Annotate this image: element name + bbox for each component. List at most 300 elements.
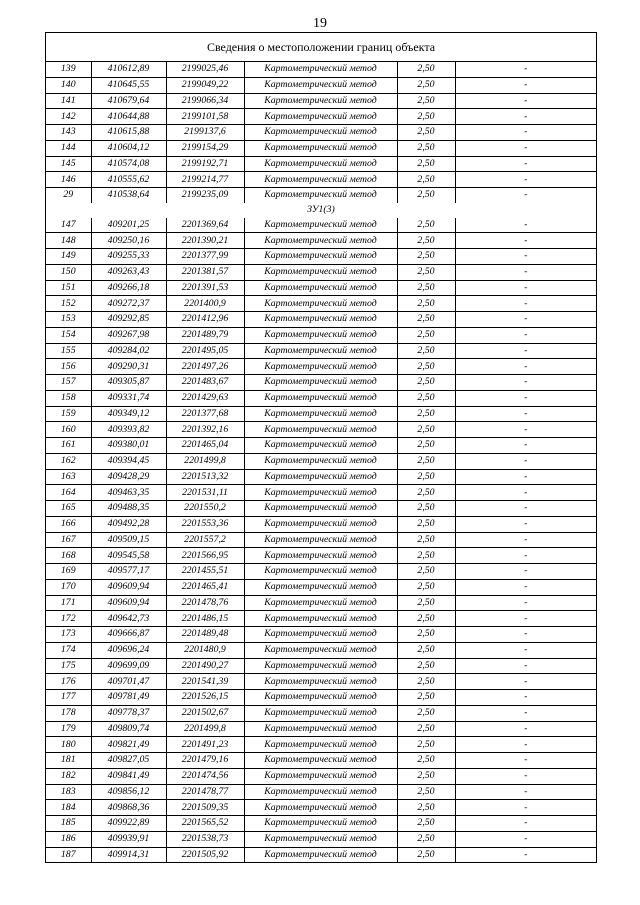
- method-cell: Картометрический метод: [244, 264, 397, 280]
- method-cell: Картометрический метод: [244, 140, 397, 156]
- accuracy-cell: 2,50: [397, 627, 455, 643]
- accuracy-cell: 2,50: [397, 816, 455, 832]
- y-coordinate-cell: 2201400,9: [166, 296, 244, 312]
- method-cell: Картометрический метод: [244, 548, 397, 564]
- x-coordinate-cell: 410604,12: [91, 140, 166, 156]
- method-cell: Картометрический метод: [244, 847, 397, 862]
- description-cell: -: [455, 595, 596, 611]
- table-row: [46, 847, 596, 862]
- point-number-cell: 143: [46, 125, 91, 141]
- table-row: [46, 343, 596, 359]
- table-row: [46, 690, 596, 706]
- accuracy-cell: 2,50: [397, 249, 455, 265]
- accuracy-cell: 2,50: [397, 847, 455, 862]
- method-cell: Картометрический метод: [244, 156, 397, 172]
- accuracy-cell: 2,50: [397, 768, 455, 784]
- x-coordinate-cell: 409266,18: [91, 280, 166, 296]
- description-cell: -: [455, 93, 596, 109]
- page-number: 19: [313, 16, 327, 31]
- x-coordinate-cell: 409841,49: [91, 768, 166, 784]
- method-cell: Картометрический метод: [244, 627, 397, 643]
- description-cell: -: [455, 375, 596, 391]
- point-number-cell: 161: [46, 438, 91, 454]
- accuracy-cell: 2,50: [397, 658, 455, 674]
- accuracy-cell: 2,50: [397, 93, 455, 109]
- accuracy-cell: 2,50: [397, 156, 455, 172]
- method-cell: Картометрический метод: [244, 705, 397, 721]
- method-cell: Картометрический метод: [244, 359, 397, 375]
- x-coordinate-cell: 410538,64: [91, 188, 166, 203]
- method-cell: Картометрический метод: [244, 737, 397, 753]
- point-number-cell: 174: [46, 642, 91, 658]
- section-row-group: [46, 203, 596, 218]
- point-number-cell: 167: [46, 532, 91, 548]
- accuracy-cell: 2,50: [397, 737, 455, 753]
- table-row: [46, 705, 596, 721]
- y-coordinate-cell: 2199235,09: [166, 188, 244, 203]
- x-coordinate-cell: 409331,74: [91, 390, 166, 406]
- x-coordinate-cell: 409393,82: [91, 422, 166, 438]
- method-cell: Картометрический метод: [244, 296, 397, 312]
- y-coordinate-cell: 2201390,21: [166, 233, 244, 249]
- point-number-cell: 163: [46, 469, 91, 485]
- x-coordinate-cell: 409255,33: [91, 249, 166, 265]
- x-coordinate-cell: 410574,08: [91, 156, 166, 172]
- method-cell: Картометрический метод: [244, 831, 397, 847]
- point-number-cell: 159: [46, 406, 91, 422]
- point-number-cell: 142: [46, 109, 91, 125]
- description-cell: -: [455, 674, 596, 690]
- table-row: [46, 218, 596, 233]
- table-row: [46, 93, 596, 109]
- description-cell: -: [455, 233, 596, 249]
- table-row: [46, 438, 596, 454]
- table-row: [46, 327, 596, 343]
- section-label: ЗУ1(3): [307, 204, 335, 216]
- x-coordinate-cell: 409463,35: [91, 485, 166, 501]
- accuracy-cell: 2,50: [397, 264, 455, 280]
- y-coordinate-cell: 2201489,79: [166, 327, 244, 343]
- table-row: [46, 109, 596, 125]
- accuracy-cell: 2,50: [397, 327, 455, 343]
- x-coordinate-cell: 409781,49: [91, 690, 166, 706]
- accuracy-cell: 2,50: [397, 595, 455, 611]
- x-coordinate-cell: 409809,74: [91, 721, 166, 737]
- table-row: [46, 564, 596, 580]
- description-cell: -: [455, 485, 596, 501]
- point-number-cell: 165: [46, 501, 91, 517]
- accuracy-cell: 2,50: [397, 406, 455, 422]
- y-coordinate-cell: 2201478,77: [166, 784, 244, 800]
- y-coordinate-cell: 2201474,56: [166, 768, 244, 784]
- y-coordinate-cell: 2201566,95: [166, 548, 244, 564]
- table-row: [46, 296, 596, 312]
- description-cell: -: [455, 784, 596, 800]
- x-coordinate-cell: 409868,36: [91, 800, 166, 816]
- y-coordinate-cell: 2201478,76: [166, 595, 244, 611]
- point-number-cell: 140: [46, 77, 91, 93]
- description-cell: -: [455, 690, 596, 706]
- point-number-cell: 154: [46, 327, 91, 343]
- point-number-cell: 180: [46, 737, 91, 753]
- accuracy-cell: 2,50: [397, 501, 455, 517]
- description-cell: -: [455, 312, 596, 328]
- table-row: [46, 532, 596, 548]
- accuracy-cell: 2,50: [397, 800, 455, 816]
- accuracy-cell: 2,50: [397, 218, 455, 233]
- description-cell: -: [455, 548, 596, 564]
- table-row: [46, 642, 596, 658]
- description-cell: -: [455, 422, 596, 438]
- table-row: [46, 674, 596, 690]
- table-row: [46, 172, 596, 188]
- accuracy-cell: 2,50: [397, 109, 455, 125]
- accuracy-cell: 2,50: [397, 548, 455, 564]
- point-number-cell: 139: [46, 62, 91, 77]
- x-coordinate-cell: 410612,89: [91, 62, 166, 77]
- boundary-coordinates-table: [45, 32, 597, 863]
- table-row: [46, 595, 596, 611]
- x-coordinate-cell: 409509,15: [91, 532, 166, 548]
- y-coordinate-cell: 2201509,35: [166, 800, 244, 816]
- description-cell: -: [455, 327, 596, 343]
- y-coordinate-cell: 2199192,71: [166, 156, 244, 172]
- x-coordinate-cell: 409250,16: [91, 233, 166, 249]
- description-cell: -: [455, 658, 596, 674]
- y-coordinate-cell: 2201531,11: [166, 485, 244, 501]
- point-number-cell: 160: [46, 422, 91, 438]
- point-number-cell: 184: [46, 800, 91, 816]
- y-coordinate-cell: 2201497,26: [166, 359, 244, 375]
- point-number-cell: 141: [46, 93, 91, 109]
- y-coordinate-cell: 2201465,41: [166, 579, 244, 595]
- x-coordinate-cell: 409394,45: [91, 453, 166, 469]
- x-coordinate-cell: 409292,85: [91, 312, 166, 328]
- y-coordinate-cell: 2201455,51: [166, 564, 244, 580]
- x-coordinate-cell: 409263,43: [91, 264, 166, 280]
- accuracy-cell: 2,50: [397, 579, 455, 595]
- y-coordinate-cell: 2199049,22: [166, 77, 244, 93]
- method-cell: Картометрический метод: [244, 438, 397, 454]
- description-cell: -: [455, 847, 596, 862]
- rows-group-2: [46, 218, 596, 863]
- x-coordinate-cell: 409827,05: [91, 753, 166, 769]
- method-cell: Картометрический метод: [244, 312, 397, 328]
- method-cell: Картометрический метод: [244, 453, 397, 469]
- y-coordinate-cell: 2201429,63: [166, 390, 244, 406]
- description-cell: -: [455, 438, 596, 454]
- method-cell: Картометрический метод: [244, 642, 397, 658]
- accuracy-cell: 2,50: [397, 125, 455, 141]
- method-cell: Картометрический метод: [244, 406, 397, 422]
- method-cell: Картометрический метод: [244, 172, 397, 188]
- x-coordinate-cell: 409922,89: [91, 816, 166, 832]
- description-cell: -: [455, 343, 596, 359]
- table-row: [46, 233, 596, 249]
- y-coordinate-cell: 2199101,58: [166, 109, 244, 125]
- table-row: [46, 140, 596, 156]
- table-row: [46, 359, 596, 375]
- table-row: [46, 831, 596, 847]
- table-row: [46, 249, 596, 265]
- point-number-cell: 177: [46, 690, 91, 706]
- x-coordinate-cell: 409939,91: [91, 831, 166, 847]
- table-row: [46, 658, 596, 674]
- table-row: [46, 548, 596, 564]
- y-coordinate-cell: 2201483,67: [166, 375, 244, 391]
- method-cell: Картометрический метод: [244, 218, 397, 233]
- method-cell: Картометрический метод: [244, 390, 397, 406]
- point-number-cell: 168: [46, 548, 91, 564]
- method-cell: Картометрический метод: [244, 501, 397, 517]
- y-coordinate-cell: 2201541,39: [166, 674, 244, 690]
- point-number-cell: 151: [46, 280, 91, 296]
- x-coordinate-cell: 409778,37: [91, 705, 166, 721]
- point-number-cell: 29: [46, 188, 91, 203]
- x-coordinate-cell: 409701,47: [91, 674, 166, 690]
- accuracy-cell: 2,50: [397, 469, 455, 485]
- y-coordinate-cell: 2201550,2: [166, 501, 244, 517]
- accuracy-cell: 2,50: [397, 233, 455, 249]
- point-number-cell: 149: [46, 249, 91, 265]
- point-number-cell: 166: [46, 516, 91, 532]
- point-number-cell: 155: [46, 343, 91, 359]
- y-coordinate-cell: 2201377,68: [166, 406, 244, 422]
- description-cell: -: [455, 753, 596, 769]
- point-number-cell: 144: [46, 140, 91, 156]
- y-coordinate-cell: 2199066,34: [166, 93, 244, 109]
- description-cell: -: [455, 264, 596, 280]
- y-coordinate-cell: 2201381,57: [166, 264, 244, 280]
- table-row: [46, 375, 596, 391]
- y-coordinate-cell: 2201513,32: [166, 469, 244, 485]
- y-coordinate-cell: 2201490,27: [166, 658, 244, 674]
- x-coordinate-cell: 410679,64: [91, 93, 166, 109]
- y-coordinate-cell: 2201391,53: [166, 280, 244, 296]
- method-cell: Картометрический метод: [244, 109, 397, 125]
- method-cell: Картометрический метод: [244, 658, 397, 674]
- point-number-cell: 162: [46, 453, 91, 469]
- description-cell: -: [455, 453, 596, 469]
- x-coordinate-cell: 409488,35: [91, 501, 166, 517]
- description-cell: -: [455, 156, 596, 172]
- method-cell: Картометрический метод: [244, 485, 397, 501]
- accuracy-cell: 2,50: [397, 359, 455, 375]
- point-number-cell: 183: [46, 784, 91, 800]
- x-coordinate-cell: 409349,12: [91, 406, 166, 422]
- x-coordinate-cell: 409642,73: [91, 611, 166, 627]
- accuracy-cell: 2,50: [397, 296, 455, 312]
- description-cell: -: [455, 469, 596, 485]
- point-number-cell: 182: [46, 768, 91, 784]
- y-coordinate-cell: 2201486,15: [166, 611, 244, 627]
- accuracy-cell: 2,50: [397, 343, 455, 359]
- accuracy-cell: 2,50: [397, 831, 455, 847]
- point-number-cell: 153: [46, 312, 91, 328]
- description-cell: -: [455, 816, 596, 832]
- method-cell: Картометрический метод: [244, 327, 397, 343]
- method-cell: Картометрический метод: [244, 375, 397, 391]
- x-coordinate-cell: 410555,62: [91, 172, 166, 188]
- description-cell: -: [455, 831, 596, 847]
- description-cell: -: [455, 579, 596, 595]
- point-number-cell: 169: [46, 564, 91, 580]
- table-row: [46, 125, 596, 141]
- x-coordinate-cell: 409380,01: [91, 438, 166, 454]
- y-coordinate-cell: 2199154,29: [166, 140, 244, 156]
- method-cell: Картометрический метод: [244, 816, 397, 832]
- accuracy-cell: 2,50: [397, 642, 455, 658]
- description-cell: -: [455, 109, 596, 125]
- table-row: [46, 188, 596, 203]
- y-coordinate-cell: 2201553,36: [166, 516, 244, 532]
- table-row: [46, 737, 596, 753]
- method-cell: Картометрический метод: [244, 188, 397, 203]
- description-cell: -: [455, 218, 596, 233]
- description-cell: -: [455, 296, 596, 312]
- y-coordinate-cell: 2199137,6: [166, 125, 244, 141]
- table-row: [46, 816, 596, 832]
- accuracy-cell: 2,50: [397, 422, 455, 438]
- table-row: [46, 784, 596, 800]
- x-coordinate-cell: 409914,31: [91, 847, 166, 862]
- x-coordinate-cell: 409856,12: [91, 784, 166, 800]
- point-number-cell: 173: [46, 627, 91, 643]
- x-coordinate-cell: 409577,17: [91, 564, 166, 580]
- description-cell: -: [455, 125, 596, 141]
- point-number-cell: 185: [46, 816, 91, 832]
- accuracy-cell: 2,50: [397, 375, 455, 391]
- accuracy-cell: 2,50: [397, 784, 455, 800]
- description-cell: -: [455, 280, 596, 296]
- table-row: [46, 516, 596, 532]
- accuracy-cell: 2,50: [397, 188, 455, 203]
- description-cell: -: [455, 501, 596, 517]
- accuracy-cell: 2,50: [397, 390, 455, 406]
- x-coordinate-cell: 409272,37: [91, 296, 166, 312]
- x-coordinate-cell: 409290,31: [91, 359, 166, 375]
- accuracy-cell: 2,50: [397, 753, 455, 769]
- point-number-cell: 157: [46, 375, 91, 391]
- x-coordinate-cell: 409609,94: [91, 595, 166, 611]
- table-row: [46, 77, 596, 93]
- x-coordinate-cell: 410644,88: [91, 109, 166, 125]
- table-row: [46, 627, 596, 643]
- table-title: Сведения о местоположении границ объекта: [46, 33, 596, 62]
- y-coordinate-cell: 2201502,67: [166, 705, 244, 721]
- rows-group-1: [46, 62, 596, 203]
- description-cell: -: [455, 642, 596, 658]
- table-row: [46, 485, 596, 501]
- accuracy-cell: 2,50: [397, 453, 455, 469]
- table-row: [46, 579, 596, 595]
- x-coordinate-cell: 409267,98: [91, 327, 166, 343]
- table-row: [46, 422, 596, 438]
- table-row: [46, 156, 596, 172]
- point-number-cell: 172: [46, 611, 91, 627]
- method-cell: Картометрический метод: [244, 564, 397, 580]
- point-number-cell: 147: [46, 218, 91, 233]
- y-coordinate-cell: 2201480,9: [166, 642, 244, 658]
- point-number-cell: 164: [46, 485, 91, 501]
- x-coordinate-cell: 409696,24: [91, 642, 166, 658]
- description-cell: -: [455, 406, 596, 422]
- method-cell: Картометрический метод: [244, 579, 397, 595]
- x-coordinate-cell: 409821,49: [91, 737, 166, 753]
- method-cell: Картометрический метод: [244, 611, 397, 627]
- y-coordinate-cell: 2201499,8: [166, 453, 244, 469]
- method-cell: Картометрический метод: [244, 768, 397, 784]
- description-cell: -: [455, 737, 596, 753]
- accuracy-cell: 2,50: [397, 77, 455, 93]
- accuracy-cell: 2,50: [397, 532, 455, 548]
- description-cell: -: [455, 516, 596, 532]
- x-coordinate-cell: 409609,94: [91, 579, 166, 595]
- description-cell: -: [455, 611, 596, 627]
- method-cell: Картометрический метод: [244, 343, 397, 359]
- x-coordinate-cell: 410615,88: [91, 125, 166, 141]
- y-coordinate-cell: 2201412,96: [166, 312, 244, 328]
- accuracy-cell: 2,50: [397, 611, 455, 627]
- y-coordinate-cell: 2199214,77: [166, 172, 244, 188]
- point-number-cell: 145: [46, 156, 91, 172]
- point-number-cell: 156: [46, 359, 91, 375]
- description-cell: -: [455, 188, 596, 203]
- accuracy-cell: 2,50: [397, 690, 455, 706]
- x-coordinate-cell: 410645,55: [91, 77, 166, 93]
- point-number-cell: 146: [46, 172, 91, 188]
- point-number-cell: 186: [46, 831, 91, 847]
- method-cell: Картометрический метод: [244, 62, 397, 77]
- method-cell: Картометрический метод: [244, 469, 397, 485]
- table-row: [46, 800, 596, 816]
- y-coordinate-cell: 2201377,99: [166, 249, 244, 265]
- method-cell: Картометрический метод: [244, 532, 397, 548]
- y-coordinate-cell: 2199025,46: [166, 62, 244, 77]
- table-row: [46, 390, 596, 406]
- point-number-cell: 171: [46, 595, 91, 611]
- description-cell: -: [455, 800, 596, 816]
- y-coordinate-cell: 2201479,16: [166, 753, 244, 769]
- description-cell: -: [455, 249, 596, 265]
- accuracy-cell: 2,50: [397, 438, 455, 454]
- table-row: [46, 611, 596, 627]
- point-number-cell: 148: [46, 233, 91, 249]
- y-coordinate-cell: 2201491,23: [166, 737, 244, 753]
- accuracy-cell: 2,50: [397, 516, 455, 532]
- table-row: [46, 501, 596, 517]
- point-number-cell: 170: [46, 579, 91, 595]
- x-coordinate-cell: 409666,87: [91, 627, 166, 643]
- y-coordinate-cell: 2201392,16: [166, 422, 244, 438]
- point-number-cell: 176: [46, 674, 91, 690]
- method-cell: Картометрический метод: [244, 690, 397, 706]
- method-cell: Картометрический метод: [244, 784, 397, 800]
- method-cell: Картометрический метод: [244, 280, 397, 296]
- accuracy-cell: 2,50: [397, 280, 455, 296]
- table-row: [46, 469, 596, 485]
- accuracy-cell: 2,50: [397, 564, 455, 580]
- method-cell: Картометрический метод: [244, 721, 397, 737]
- table-row: [46, 312, 596, 328]
- table-row: [46, 406, 596, 422]
- description-cell: -: [455, 564, 596, 580]
- x-coordinate-cell: 409545,58: [91, 548, 166, 564]
- method-cell: Картометрический метод: [244, 77, 397, 93]
- description-cell: -: [455, 140, 596, 156]
- table-row: [46, 721, 596, 737]
- description-cell: -: [455, 705, 596, 721]
